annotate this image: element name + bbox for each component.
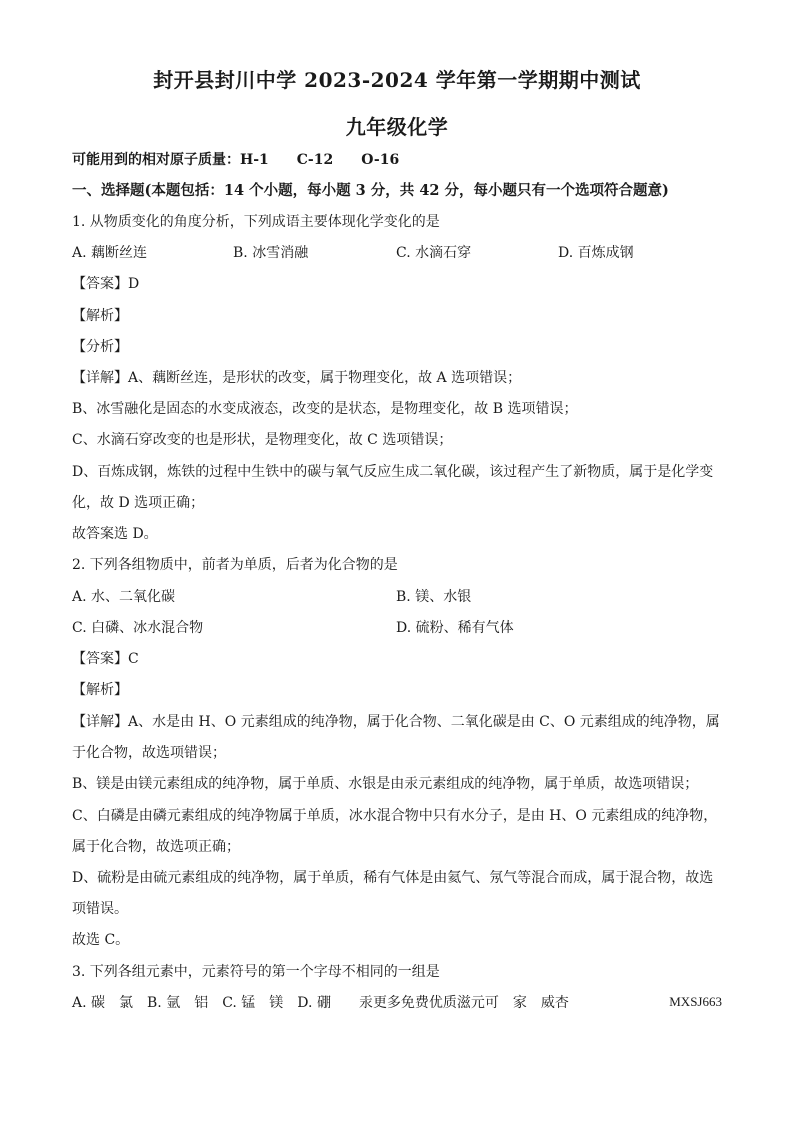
q2-jiexi-label: 【解析】 [72, 682, 128, 698]
q1-option-a: A. 藕断丝连 [72, 245, 148, 261]
q2-detail-line: D、硫粉是由硫元素组成的纯净物，属于单质，稀有气体是由氦气、氖气等混合而成，属于混合物，故选 [72, 870, 714, 886]
exam-subtitle: 九年级化学 [345, 115, 449, 139]
q2-option-b: B. 镁、水银 [396, 589, 472, 605]
q1-stem: 1. 从物质变化的角度分析，下列成语主要体现化学变化的是 [72, 214, 440, 230]
q3-options: A. 碳 氯 B. 氩 铝 C. 锰 镁 D. 硼 汞更多免费优质滋元可 家 威杏 [72, 995, 569, 1011]
document-code: MXSJ663 [669, 994, 722, 1009]
q2-detail-line: 故选 C。 [72, 932, 130, 948]
q1-detail-line: B、冰雪融化是固态的水变成液态，改变的是状态，是物理变化，故 B 选项错误； [72, 401, 578, 417]
q1-option-c: C. 水滴石穿 [396, 245, 472, 261]
q1-jiexi-label: 【解析】 [72, 308, 128, 324]
atomic-mass-line: 可能用到的相对原子质量：H-1 C-12 O-16 [72, 152, 400, 168]
q2-option-d: D. 硫粉、稀有气体 [396, 620, 514, 636]
q2-option-c: C. 白磷、冰水混合物 [72, 620, 204, 636]
exam-title: 封开县封川中学 2023-2024 学年第一学期期中测试 [153, 68, 641, 92]
q2-detail-line: 项错误。 [72, 901, 128, 917]
q2-answer: 【答案】C [72, 651, 139, 667]
q1-detail-line: D、百炼成钢，炼铁的过程中生铁中的碳与氧气反应生成二氧化碳，该过程产生了新物质，属于是化学变 [72, 464, 714, 480]
q2-detail-line: 【详解】A、水是由 H、O 元素组成的纯净物，属于化合物、二氧化碳是由 C、O 元素组成的纯净物，属 [72, 714, 720, 730]
q1-detail-line: 【详解】A、藕断丝连，是形状的改变，属于物理变化，故 A 选项错误； [72, 370, 522, 386]
q2-stem: 2. 下列各组物质中，前者为单质，后者为化合物的是 [72, 557, 398, 573]
q2-detail-line: C、白磷是由磷元素组成的纯净物属于单质，冰水混合物中只有水分子，是由 H、O 元素组成的纯净物， [72, 808, 718, 824]
q1-detail-line: C、水滴石穿改变的也是形状，是物理变化，故 C 选项错误； [72, 432, 453, 448]
q1-detail-line: 故答案选 D。 [72, 526, 158, 542]
q1-fenxi-label: 【分析】 [72, 339, 128, 355]
q1-answer: 【答案】D [72, 276, 140, 292]
q1-detail-line: 化，故 D 选项正确； [72, 495, 205, 511]
q1-option-b: B. 冰雪消融 [233, 245, 309, 261]
q2-detail-line: B、镁是由镁元素组成的纯净物，属于单质、水银是由汞元素组成的纯净物，属于单质，故选项错误； [72, 776, 699, 792]
section-heading: 一、选择题(本题包括：14 个小题，每小题 3 分，共 42 分，每小题只有一个选项符合题意) [72, 182, 669, 199]
q3-stem: 3. 下列各组元素中，元素符号的第一个字母不相同的一组是 [72, 964, 440, 980]
q1-option-d: D. 百炼成钢 [558, 245, 634, 261]
q2-option-a: A. 水、二氧化碳 [72, 589, 176, 605]
q2-detail-line: 于化合物，故选项错误； [72, 745, 226, 761]
q2-detail-line: 属于化合物，故选项正确； [72, 839, 240, 855]
